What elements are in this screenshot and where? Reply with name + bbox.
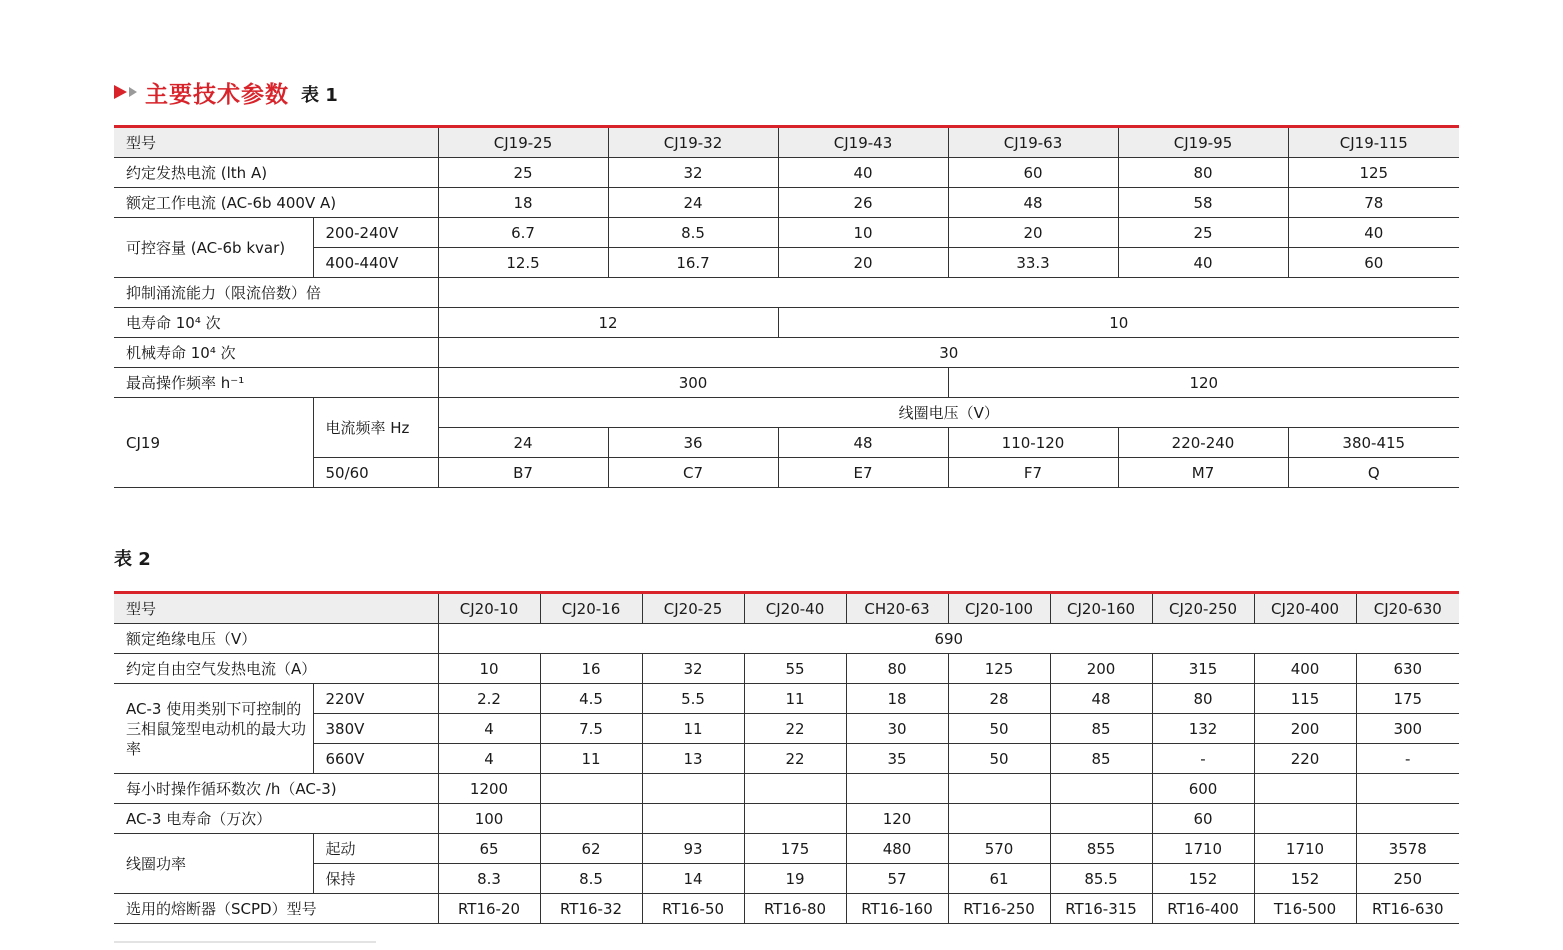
value-cell: - xyxy=(1356,744,1459,774)
value-cell: M7 xyxy=(1118,458,1288,488)
sub-label: 起动 xyxy=(313,834,438,864)
value-cell: 48 xyxy=(948,188,1118,218)
value-cell: 175 xyxy=(744,834,846,864)
value-cell: 85 xyxy=(1050,744,1152,774)
value-cell xyxy=(1050,804,1152,834)
table1-title: 表 1 xyxy=(301,85,338,106)
value-cell: 20 xyxy=(778,248,948,278)
header-label: 型号 xyxy=(114,593,438,624)
row-label: 约定发热电流 (lth A) xyxy=(114,158,438,188)
table-row xyxy=(114,834,1459,864)
value-cell: 30 xyxy=(846,714,948,744)
value-cell: 36 xyxy=(608,428,778,458)
row-label: 机械寿命 10⁴ 次 xyxy=(114,338,438,368)
value-cell: 18 xyxy=(438,188,608,218)
row-label: 抑制涌流能力（限流倍数）倍 xyxy=(114,278,438,308)
value-cell: 50 xyxy=(948,744,1050,774)
model-cell: CJ20-250 xyxy=(1152,593,1254,624)
table-row xyxy=(114,368,1459,398)
value-cell: 120 xyxy=(846,804,948,834)
value-cell: 220 xyxy=(1254,744,1356,774)
value-cell: 25 xyxy=(1118,218,1288,248)
value-cell: 10 xyxy=(778,218,948,248)
value-cell: 线圈电压（V） xyxy=(438,398,1459,428)
table-1 xyxy=(114,125,1459,488)
value-cell: 40 xyxy=(1288,218,1459,248)
table-row xyxy=(114,714,1459,744)
value-cell: 315 xyxy=(1152,654,1254,684)
value-cell xyxy=(1356,774,1459,804)
model-cell: CJ20-40 xyxy=(744,593,846,624)
value-cell: 11 xyxy=(642,714,744,744)
table-row xyxy=(114,624,1459,654)
triangle-marker-gray-icon xyxy=(129,87,137,97)
value-cell: 12 xyxy=(438,308,778,338)
triangle-marker-icon xyxy=(114,85,127,99)
value-cell: 152 xyxy=(1254,864,1356,894)
section-title: 主要技术参数 xyxy=(145,81,289,108)
table-row xyxy=(114,398,1459,428)
model-cell: CJ20-100 xyxy=(948,593,1050,624)
value-cell: RT16-160 xyxy=(846,894,948,924)
table-row xyxy=(114,654,1459,684)
table-row xyxy=(114,894,1459,924)
value-cell: 19 xyxy=(744,864,846,894)
value-cell: RT16-32 xyxy=(540,894,642,924)
value-cell: 50 xyxy=(948,714,1050,744)
value-cell: RT16-630 xyxy=(1356,894,1459,924)
value-cell: 300 xyxy=(1356,714,1459,744)
value-cell: 250 xyxy=(1356,864,1459,894)
value-cell: 10 xyxy=(778,308,1459,338)
value-cell: 11 xyxy=(540,744,642,774)
section-heading xyxy=(114,74,338,110)
model-cell: CJ20-160 xyxy=(1050,593,1152,624)
value-cell: 35 xyxy=(846,744,948,774)
value-cell: 690 xyxy=(438,624,1459,654)
value-cell: 32 xyxy=(608,158,778,188)
value-cell: 8.5 xyxy=(608,218,778,248)
value-cell: 16.7 xyxy=(608,248,778,278)
value-cell: 152 xyxy=(1152,864,1254,894)
value-cell: 6.7 xyxy=(438,218,608,248)
table-row xyxy=(114,458,1459,488)
value-cell: 12.5 xyxy=(438,248,608,278)
row-label: 约定自由空气发热电流（A） xyxy=(114,654,438,684)
value-cell: 120 xyxy=(948,368,1459,398)
value-cell: 14 xyxy=(642,864,744,894)
value-cell: 175 xyxy=(1356,684,1459,714)
value-cell xyxy=(540,774,642,804)
value-cell xyxy=(948,804,1050,834)
value-cell: 110-120 xyxy=(948,428,1118,458)
value-cell: 1710 xyxy=(1152,834,1254,864)
value-cell: 61 xyxy=(948,864,1050,894)
model-cell: CJ19-95 xyxy=(1118,127,1288,158)
sub-label: 电流频率 Hz xyxy=(313,398,438,458)
value-cell: 18 xyxy=(846,684,948,714)
row-label: 最高操作频率 h⁻¹ xyxy=(114,368,438,398)
value-cell: 28 xyxy=(948,684,1050,714)
value-cell: 855 xyxy=(1050,834,1152,864)
value-cell: RT16-250 xyxy=(948,894,1050,924)
value-cell: 32 xyxy=(642,654,744,684)
table-row xyxy=(114,774,1459,804)
value-cell: 40 xyxy=(778,158,948,188)
value-cell: 60 xyxy=(948,158,1118,188)
value-cell: 20 xyxy=(948,218,1118,248)
sub-label: 380V xyxy=(313,714,438,744)
value-cell: 11 xyxy=(744,684,846,714)
value-cell: 57 xyxy=(846,864,948,894)
value-cell: 1710 xyxy=(1254,834,1356,864)
value-cell: 300 xyxy=(438,368,948,398)
value-cell: 570 xyxy=(948,834,1050,864)
model-cell: CJ20-630 xyxy=(1356,593,1459,624)
value-cell: T16-500 xyxy=(1254,894,1356,924)
model-cell: CJ20-16 xyxy=(540,593,642,624)
sub-label: 50/60 xyxy=(313,458,438,488)
value-cell: 62 xyxy=(540,834,642,864)
value-cell: 5.5 xyxy=(642,684,744,714)
value-cell: 2.2 xyxy=(438,684,540,714)
table-row xyxy=(114,248,1459,278)
value-cell: - xyxy=(1152,744,1254,774)
footer-divider xyxy=(114,941,376,943)
value-cell: RT16-315 xyxy=(1050,894,1152,924)
header-label: 型号 xyxy=(114,127,438,158)
table-row xyxy=(114,744,1459,774)
value-cell: 125 xyxy=(1288,158,1459,188)
value-cell xyxy=(744,804,846,834)
model-cell: CJ20-400 xyxy=(1254,593,1356,624)
model-cell: CJ19-25 xyxy=(438,127,608,158)
value-cell: 60 xyxy=(1288,248,1459,278)
value-cell: 22 xyxy=(744,714,846,744)
value-cell xyxy=(642,804,744,834)
table-row xyxy=(114,864,1459,894)
value-cell: 10 xyxy=(438,654,540,684)
row-label: 可控容量 (AC-6b kvar) xyxy=(114,218,313,278)
value-cell: Q xyxy=(1288,458,1459,488)
table-row xyxy=(114,804,1459,834)
value-cell xyxy=(1254,804,1356,834)
value-cell: RT16-20 xyxy=(438,894,540,924)
value-cell: 3578 xyxy=(1356,834,1459,864)
value-cell: 80 xyxy=(1118,158,1288,188)
value-cell: 22 xyxy=(744,744,846,774)
table-row xyxy=(114,278,1459,308)
value-cell: C7 xyxy=(608,458,778,488)
row-label: 额定绝缘电压（V） xyxy=(114,624,438,654)
value-cell xyxy=(1254,774,1356,804)
value-cell xyxy=(438,278,1459,308)
row-label: 线圈功率 xyxy=(114,834,313,894)
value-cell: RT16-50 xyxy=(642,894,744,924)
row-label: 额定工作电流 (AC-6b 400V A) xyxy=(114,188,438,218)
value-cell: 48 xyxy=(778,428,948,458)
value-cell: 85 xyxy=(1050,714,1152,744)
value-cell xyxy=(744,774,846,804)
value-cell: 4.5 xyxy=(540,684,642,714)
table-row xyxy=(114,338,1459,368)
value-cell: 380-415 xyxy=(1288,428,1459,458)
table-row xyxy=(114,188,1459,218)
table-header-row xyxy=(114,127,1459,158)
value-cell xyxy=(540,804,642,834)
value-cell: 400 xyxy=(1254,654,1356,684)
row-label: 选用的熔断器（SCPD）型号 xyxy=(114,894,438,924)
table-row xyxy=(114,308,1459,338)
sub-label: 660V xyxy=(313,744,438,774)
value-cell: 93 xyxy=(642,834,744,864)
value-cell: 100 xyxy=(438,804,540,834)
value-cell: 125 xyxy=(948,654,1050,684)
value-cell: 7.5 xyxy=(540,714,642,744)
value-cell: RT16-80 xyxy=(744,894,846,924)
value-cell xyxy=(642,774,744,804)
table2-title: 表 2 xyxy=(114,549,151,570)
value-cell: 30 xyxy=(438,338,1459,368)
value-cell: 26 xyxy=(778,188,948,218)
value-cell: 24 xyxy=(608,188,778,218)
value-cell: 13 xyxy=(642,744,744,774)
value-cell: 480 xyxy=(846,834,948,864)
table-row xyxy=(114,684,1459,714)
value-cell: 200 xyxy=(1254,714,1356,744)
model-cell: CJ19-43 xyxy=(778,127,948,158)
sub-label: 220V xyxy=(313,684,438,714)
table-2 xyxy=(114,591,1459,924)
value-cell: 78 xyxy=(1288,188,1459,218)
value-cell: 8.3 xyxy=(438,864,540,894)
row-label: AC-3 电寿命（万次） xyxy=(114,804,438,834)
sub-label: 400-440V xyxy=(313,248,438,278)
value-cell: 80 xyxy=(846,654,948,684)
table-row xyxy=(114,218,1459,248)
value-cell: 80 xyxy=(1152,684,1254,714)
value-cell: 115 xyxy=(1254,684,1356,714)
value-cell: 58 xyxy=(1118,188,1288,218)
value-cell: 600 xyxy=(1152,774,1254,804)
value-cell xyxy=(846,774,948,804)
value-cell: 1200 xyxy=(438,774,540,804)
table-header-row xyxy=(114,593,1459,624)
value-cell: E7 xyxy=(778,458,948,488)
value-cell: 85.5 xyxy=(1050,864,1152,894)
value-cell: 630 xyxy=(1356,654,1459,684)
value-cell: 65 xyxy=(438,834,540,864)
value-cell: 48 xyxy=(1050,684,1152,714)
value-cell: 16 xyxy=(540,654,642,684)
value-cell: B7 xyxy=(438,458,608,488)
value-cell xyxy=(1050,774,1152,804)
sub-label: 保持 xyxy=(313,864,438,894)
value-cell: 200 xyxy=(1050,654,1152,684)
model-cell: CJ19-63 xyxy=(948,127,1118,158)
row-label: 电寿命 10⁴ 次 xyxy=(114,308,438,338)
value-cell xyxy=(1356,804,1459,834)
row-label: AC-3 使用类别下可控制的三相鼠笼型电动机的最大功率 xyxy=(114,684,313,774)
value-cell: 4 xyxy=(438,744,540,774)
model-cell: CJ19-32 xyxy=(608,127,778,158)
value-cell: F7 xyxy=(948,458,1118,488)
model-cell: CJ20-25 xyxy=(642,593,744,624)
model-cell: CJ20-10 xyxy=(438,593,540,624)
value-cell: 33.3 xyxy=(948,248,1118,278)
value-cell: 60 xyxy=(1152,804,1254,834)
value-cell: 220-240 xyxy=(1118,428,1288,458)
value-cell: 40 xyxy=(1118,248,1288,278)
value-cell: RT16-400 xyxy=(1152,894,1254,924)
row-label: 每小时操作循环数次 /h（AC-3) xyxy=(114,774,438,804)
model-cell: CH20-63 xyxy=(846,593,948,624)
table-row xyxy=(114,158,1459,188)
model-cell: CJ19-115 xyxy=(1288,127,1459,158)
row-label: CJ19 xyxy=(114,398,313,488)
value-cell: 55 xyxy=(744,654,846,684)
value-cell: 132 xyxy=(1152,714,1254,744)
value-cell: 4 xyxy=(438,714,540,744)
value-cell: 25 xyxy=(438,158,608,188)
value-cell xyxy=(948,774,1050,804)
value-cell: 8.5 xyxy=(540,864,642,894)
sub-label: 200-240V xyxy=(313,218,438,248)
value-cell: 24 xyxy=(438,428,608,458)
